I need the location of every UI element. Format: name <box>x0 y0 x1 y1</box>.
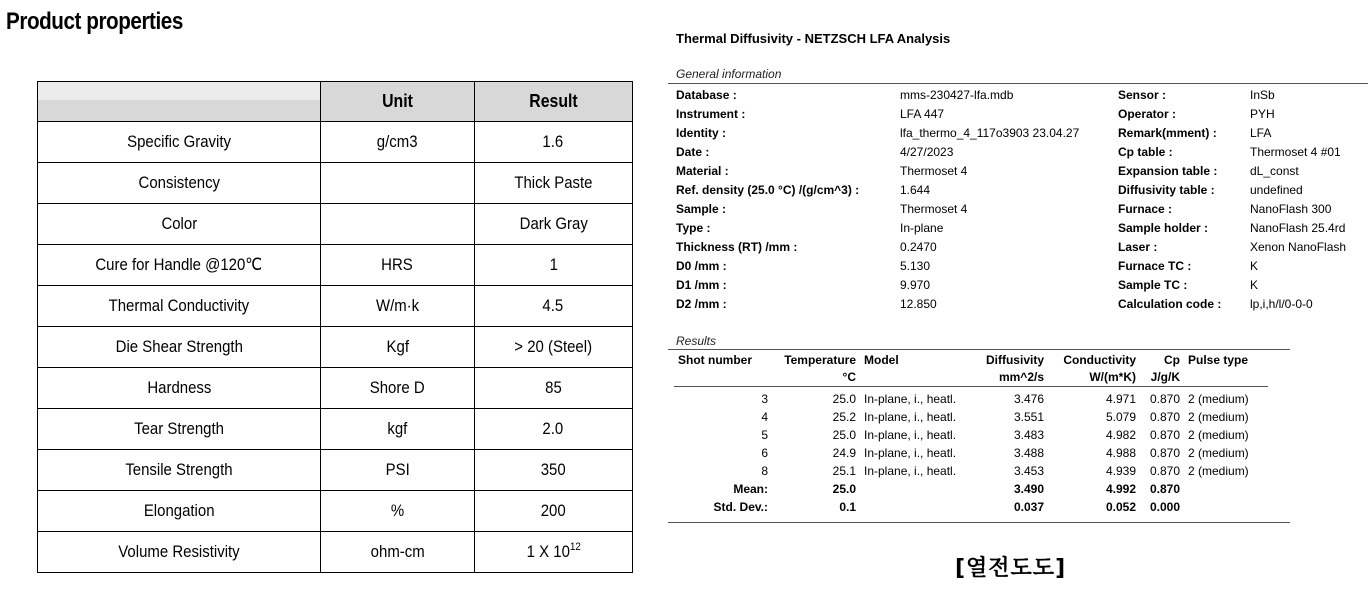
table-row <box>38 122 633 163</box>
cell-diffusivity: 3.453 <box>1013 464 1044 478</box>
info-key: D2 /mm : <box>676 297 727 311</box>
col-model: Model <box>864 353 899 367</box>
info-value: K <box>1250 259 1259 273</box>
cell-conductivity: 5.079 <box>1105 410 1136 424</box>
results-table <box>674 352 1268 516</box>
cell-cp: 0.870 <box>1149 392 1180 406</box>
cell-shot: 3 <box>761 392 768 406</box>
cell-unit: Kgf <box>321 327 474 368</box>
cell-result: 1 <box>474 245 633 286</box>
info-value: 4/27/2023 <box>900 145 954 159</box>
cell-temperature: 25.0 <box>832 392 856 406</box>
cell-unit <box>321 163 474 204</box>
cell-unit: W/m·k <box>321 286 474 327</box>
col-shot: Shot number <box>678 353 752 367</box>
cell-property: Tear Strength <box>38 409 321 450</box>
cell-property: Elongation <box>38 491 321 532</box>
cell-pulse: 2 (medium) <box>1188 428 1249 442</box>
general-info-row <box>676 86 1366 105</box>
info-key: Operator : <box>1118 107 1177 121</box>
general-info-row <box>676 295 1366 314</box>
info-value: K <box>1250 278 1259 292</box>
info-key: D1 /mm : <box>676 278 727 292</box>
info-key: Identity : <box>676 126 726 140</box>
cell-diffusivity: 3.476 <box>1013 392 1044 406</box>
cell-unit: % <box>321 491 474 532</box>
cell-cp: 0.870 <box>1149 446 1180 460</box>
info-value: 12.850 <box>900 297 937 311</box>
cell-unit: PSI <box>321 450 474 491</box>
general-info-row <box>676 200 1366 219</box>
table-row <box>38 327 633 368</box>
cell-temperature: 0.1 <box>839 500 856 514</box>
info-value: Thermoset 4 <box>900 202 968 216</box>
cell-diffusivity: 3.488 <box>1013 446 1044 460</box>
info-value: dL_const <box>1250 164 1299 178</box>
cell-temperature: 25.0 <box>832 482 856 496</box>
cell-property: Consistency <box>38 163 321 204</box>
summary-row <box>674 480 1268 498</box>
cell-conductivity: 4.971 <box>1105 392 1136 406</box>
cell-pulse: 2 (medium) <box>1188 446 1249 460</box>
general-info-row <box>676 219 1366 238</box>
cell-shot: 5 <box>761 428 768 442</box>
cell-cp: 0.000 <box>1149 500 1180 514</box>
cell-pulse: 2 (medium) <box>1188 464 1249 478</box>
info-key: Instrument : <box>676 107 746 121</box>
cell-conductivity: 4.982 <box>1105 428 1136 442</box>
cell-model: In-plane, i., heatl. <box>864 410 957 424</box>
table-header-row <box>38 82 633 122</box>
table-row <box>674 462 1268 480</box>
cell-cp: 0.870 <box>1149 464 1180 478</box>
cell-cp: 0.870 <box>1149 410 1180 424</box>
info-value: Xenon NanoFlash <box>1250 240 1347 254</box>
info-key: Thickness (RT) /mm : <box>676 240 798 254</box>
info-value: PYH <box>1250 107 1275 121</box>
cell-shot: 4 <box>761 410 768 424</box>
table-row <box>38 532 633 573</box>
general-info-row <box>676 181 1366 200</box>
cell-pulse <box>1184 498 1268 516</box>
cell-property: Die Shear Strength <box>38 327 321 368</box>
info-value: Thermoset 4 <box>900 164 968 178</box>
table-row <box>674 426 1268 444</box>
cell-unit <box>321 204 474 245</box>
cell-diffusivity: 3.483 <box>1013 428 1044 442</box>
cell-pulse: 2 (medium) <box>1188 410 1249 424</box>
table-row <box>38 245 633 286</box>
cell-result: Dark Gray <box>474 204 633 245</box>
info-value: 1.644 <box>900 183 931 197</box>
info-key: Database : <box>676 88 737 102</box>
cell-unit: ohm-cm <box>321 532 474 573</box>
cell-model: In-plane, i., heatl. <box>864 392 957 406</box>
cell-pulse <box>1184 480 1268 498</box>
info-key: Cp table : <box>1118 145 1173 159</box>
info-key: Type : <box>676 221 711 235</box>
cell-model <box>860 498 974 516</box>
info-value: LFA 447 <box>900 107 945 121</box>
product-properties-table <box>37 81 633 573</box>
cell-result: 1 X $10^{12}$ <box>474 532 633 573</box>
table-row <box>38 163 633 204</box>
info-key: Material : <box>676 164 729 178</box>
results-label: Results <box>676 334 717 348</box>
cell-diffusivity: 3.551 <box>1013 410 1044 424</box>
info-value: 0.2470 <box>900 240 937 254</box>
cell-shot: 6 <box>761 446 768 460</box>
results-header-row <box>674 352 1268 387</box>
figure-caption: [열전도도] <box>955 556 1067 581</box>
table-row <box>38 491 633 532</box>
header-unit: Unit <box>321 82 474 122</box>
info-key: Sample : <box>676 202 727 216</box>
cell-result: 350 <box>474 450 633 491</box>
info-value: LFA <box>1250 126 1272 140</box>
cell-conductivity: 4.992 <box>1105 482 1136 496</box>
cell-temperature: 25.1 <box>832 464 856 478</box>
cell-conductivity: 4.988 <box>1105 446 1136 460</box>
info-key: Diffusivity table : <box>1118 183 1215 197</box>
info-key: Sample holder : <box>1118 221 1209 235</box>
cell-shot: 8 <box>761 464 768 478</box>
general-info-row <box>676 257 1366 276</box>
info-key: Calculation code : <box>1118 297 1222 311</box>
cell-model: In-plane, i., heatl. <box>864 464 957 478</box>
cell-unit: HRS <box>321 245 474 286</box>
info-key: Expansion table : <box>1118 164 1218 178</box>
col-temperature: Temperature °C <box>784 353 856 384</box>
table-row <box>38 450 633 491</box>
table-row <box>674 387 1268 409</box>
cell-property: Hardness <box>38 368 321 409</box>
header-blank <box>38 82 321 122</box>
cell-result: 200 <box>474 491 633 532</box>
info-value: Thermoset 4 #01 <box>1250 145 1341 159</box>
header-result: Result <box>474 82 633 122</box>
info-key: Remark(mment) : <box>1118 126 1217 140</box>
info-value: mms-230427-lfa.mdb <box>900 88 1014 102</box>
cell-cp: 0.870 <box>1149 428 1180 442</box>
summary-row <box>674 498 1268 516</box>
col-pulse: Pulse type <box>1188 353 1249 367</box>
cell-temperature: 25.0 <box>832 428 856 442</box>
general-info-row <box>676 238 1366 257</box>
info-value: NanoFlash 25.4rd <box>1250 221 1346 235</box>
info-value: InSb <box>1250 88 1275 102</box>
cell-property: Thermal Conductivity <box>38 286 321 327</box>
cell-diffusivity: 3.490 <box>1013 482 1044 496</box>
cell-model: In-plane, i., heatl. <box>864 428 957 442</box>
cell-temperature: 25.2 <box>832 410 856 424</box>
info-value: undefined <box>1250 183 1303 197</box>
info-value: In-plane <box>900 221 944 235</box>
info-value: lfa_thermo_4_117o3903 23.04.27 <box>900 126 1080 140</box>
cell-unit: g/cm3 <box>321 122 474 163</box>
table-row <box>674 444 1268 462</box>
cell-property: Cure for Handle @120℃ <box>38 245 321 286</box>
table-row <box>38 286 633 327</box>
cell-unit: kgf <box>321 409 474 450</box>
table-row <box>38 368 633 409</box>
cell-conductivity: 4.939 <box>1105 464 1136 478</box>
col-cp: Cp J/g/K <box>1150 353 1180 384</box>
cell-shot: Mean: <box>733 482 768 496</box>
general-info-row <box>676 143 1366 162</box>
cell-model: In-plane, i., heatl. <box>864 446 957 460</box>
info-value: 5.130 <box>900 259 931 273</box>
cell-diffusivity: 0.037 <box>1013 500 1044 514</box>
cell-result: 4.5 <box>474 286 633 327</box>
table-row <box>38 409 633 450</box>
cell-pulse: 2 (medium) <box>1188 392 1249 406</box>
general-info-label: General information <box>676 67 782 81</box>
cell-result: 1.6 <box>474 122 633 163</box>
info-key: D0 /mm : <box>676 259 727 273</box>
info-value: lp,i,h/l/0-0-0 <box>1250 297 1313 311</box>
cell-result: 85 <box>474 368 633 409</box>
info-key: Laser : <box>1118 240 1158 254</box>
cell-property: Specific Gravity <box>38 122 321 163</box>
info-key: Furnace TC : <box>1118 259 1192 273</box>
cell-shot: Std. Dev.: <box>713 500 768 514</box>
info-key: Date : <box>676 145 710 159</box>
general-info-row <box>676 105 1366 124</box>
table-row <box>674 408 1268 426</box>
info-key: Furnace : <box>1118 202 1173 216</box>
info-key: Ref. density (25.0 °C) /(g/cm^3) : <box>676 183 860 197</box>
cell-cp: 0.870 <box>1149 482 1180 496</box>
info-key: Sensor : <box>1118 88 1167 102</box>
info-key: Sample TC : <box>1118 278 1188 292</box>
cell-conductivity: 0.052 <box>1105 500 1136 514</box>
general-info-row <box>676 162 1366 181</box>
cell-temperature: 24.9 <box>832 446 856 460</box>
col-diffusivity: Diffusivity mm^2/s <box>985 353 1044 384</box>
cell-model <box>860 480 974 498</box>
cell-property: Color <box>38 204 321 245</box>
cell-property: Volume Resistivity <box>38 532 321 573</box>
cell-result: 2.0 <box>474 409 633 450</box>
cell-result: Thick Paste <box>474 163 633 204</box>
general-info-row <box>676 276 1366 295</box>
cell-result: > 20 (Steel) <box>474 327 633 368</box>
info-value: 9.970 <box>900 278 931 292</box>
general-info-row <box>676 124 1366 143</box>
info-value: NanoFlash 300 <box>1250 202 1332 216</box>
cell-property: Tensile Strength <box>38 450 321 491</box>
col-conductivity: Conductivity W/(m*K) <box>1063 353 1136 384</box>
table-row <box>38 204 633 245</box>
page-title: Product properties <box>6 8 183 35</box>
cell-unit: Shore D <box>321 368 474 409</box>
report-title: Thermal Diffusivity - NETZSCH LFA Analysis <box>676 31 951 46</box>
